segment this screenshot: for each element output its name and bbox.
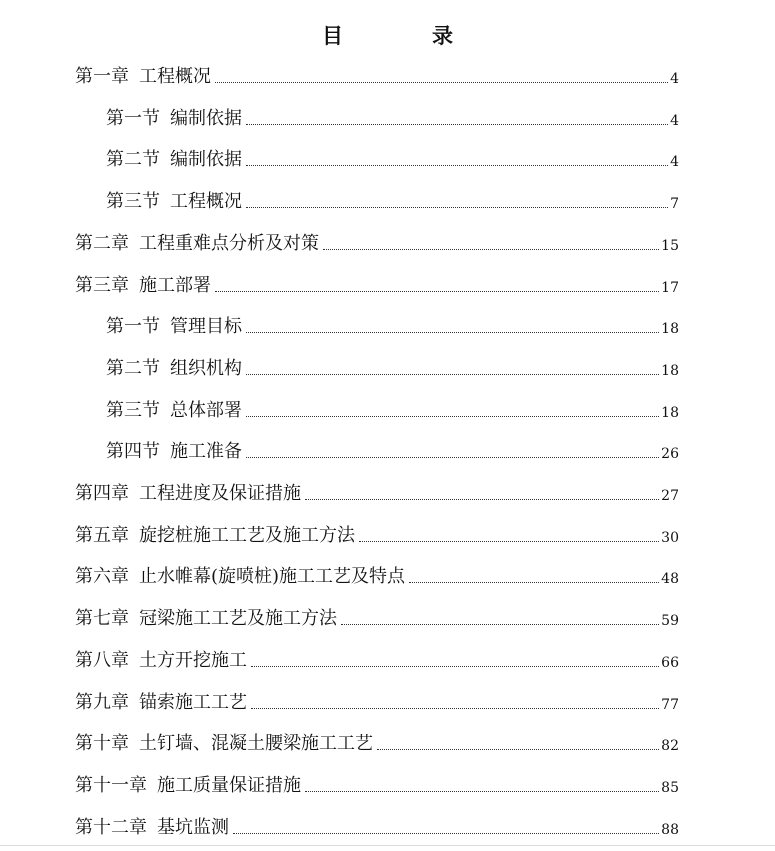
toc-entry-number: 第一节	[106, 108, 160, 129]
toc-entry-title: 工程概况	[139, 66, 211, 87]
toc-entry-page-number: 82	[661, 738, 679, 754]
toc-entry-label	[75, 525, 355, 547]
dot-leader	[246, 123, 668, 125]
toc-entry-page-number: 59	[661, 613, 679, 629]
toc-entry-page-number: 15	[661, 238, 679, 254]
toc-entry-page-number: 26	[661, 446, 679, 462]
toc-entry-page-number: 4	[670, 71, 679, 87]
toc-entry-title: 锚索施工工艺	[139, 692, 247, 713]
dot-leader	[246, 331, 659, 333]
toc-entry-page-number: 27	[661, 488, 679, 504]
toc-entry-number: 第十章	[75, 733, 129, 754]
toc-entry-label	[75, 566, 405, 588]
toc-entry-chapter[interactable]	[75, 562, 679, 588]
toc-entry-chapter[interactable]	[75, 729, 679, 755]
dot-leader	[246, 415, 659, 417]
toc-entry-page-number: 77	[661, 697, 679, 713]
dot-leader	[215, 290, 659, 292]
toc-entry-title: 旋挖桩施工工艺及施工方法	[139, 525, 355, 546]
toc-entry-title: 施工部署	[139, 275, 211, 296]
toc-entry-label	[106, 441, 242, 463]
toc-entry-section[interactable]	[106, 396, 679, 422]
toc-entry-label	[106, 108, 242, 130]
toc-entry-page-number: 85	[661, 780, 679, 796]
toc-entry-title: 工程概况	[170, 191, 242, 212]
toc-entry-title: 总体部署	[170, 400, 242, 421]
toc-entry-number: 第二节	[106, 149, 160, 170]
toc-entry-number: 第六章	[75, 566, 129, 587]
toc-entry-number: 第十一章	[75, 775, 147, 796]
toc-entry-number: 第四章	[75, 483, 129, 504]
toc-entry-chapter[interactable]	[75, 813, 679, 839]
toc-entry-page-number: 18	[661, 363, 679, 379]
toc-entry-chapter[interactable]	[75, 62, 679, 88]
toc-entry-label	[75, 650, 247, 672]
page-bottom-divider	[0, 845, 775, 846]
toc-entry-label	[75, 66, 211, 88]
dot-leader	[305, 498, 659, 500]
toc-entry-number: 第十二章	[75, 817, 147, 838]
toc-entry-title: 基坑监测	[157, 817, 229, 838]
toc-entry-title: 冠梁施工工艺及施工方法	[139, 608, 337, 629]
dot-leader	[323, 248, 659, 250]
toc-entry-label	[75, 483, 301, 505]
toc-entry-page-number: 48	[661, 571, 679, 587]
toc-entry-number: 第三章	[75, 275, 129, 296]
dot-leader	[359, 540, 659, 542]
toc-entry-title: 编制依据	[170, 108, 242, 129]
toc-entry-chapter[interactable]	[75, 688, 679, 714]
toc-entry-number: 第二节	[106, 358, 160, 379]
dot-leader	[251, 707, 659, 709]
toc-entry-label	[75, 692, 247, 714]
toc-entry-number: 第二章	[75, 233, 129, 254]
toc-entry-label	[75, 275, 211, 297]
toc-entry-page-number: 18	[661, 405, 679, 421]
toc-entry-page-number: 7	[670, 196, 679, 212]
toc-entry-chapter[interactable]	[75, 771, 679, 797]
toc-entry-number: 第四节	[106, 441, 160, 462]
toc-entry-chapter[interactable]	[75, 271, 679, 297]
toc-entry-number: 第三节	[106, 191, 160, 212]
toc-entry-section[interactable]	[106, 312, 679, 338]
toc-entry-number: 第五章	[75, 525, 129, 546]
toc-entry-page-number: 30	[661, 530, 679, 546]
toc-entry-chapter[interactable]	[75, 646, 679, 672]
toc-entry-page-number: 18	[661, 321, 679, 337]
toc-entry-label	[106, 149, 242, 171]
toc-entry-label	[75, 733, 373, 755]
toc-entry-label	[75, 608, 337, 630]
toc-entry-label	[106, 316, 242, 338]
toc-entry-chapter[interactable]	[75, 229, 679, 255]
dot-leader	[246, 456, 659, 458]
toc-entry-page-number: 4	[670, 154, 679, 170]
toc-entry-label	[106, 191, 242, 213]
toc-entry-title: 组织机构	[170, 358, 242, 379]
toc-entry-section[interactable]	[106, 104, 679, 130]
dot-leader	[341, 623, 659, 625]
toc-entry-title: 土钉墙、混凝土腰梁施工工艺	[139, 733, 373, 754]
toc-entry-label	[75, 775, 301, 797]
toc-entry-page-number: 66	[661, 655, 679, 671]
toc-entry-label	[106, 400, 242, 422]
toc-entry-number: 第八章	[75, 650, 129, 671]
toc-entry-chapter[interactable]	[75, 604, 679, 630]
dot-leader	[246, 206, 668, 208]
toc-entry-page-number: 4	[670, 113, 679, 129]
dot-leader	[305, 790, 659, 792]
toc-entry-page-number: 88	[661, 822, 679, 838]
toc-entry-title: 土方开挖施工	[139, 650, 247, 671]
toc-entry-number: 第一节	[106, 316, 160, 337]
toc-entry-number: 第三节	[106, 400, 160, 421]
dot-leader	[246, 373, 659, 375]
toc-entry-page-number: 17	[661, 280, 679, 296]
dot-leader	[246, 164, 668, 166]
toc-entry-section[interactable]	[106, 187, 679, 213]
toc-entry-title: 工程重难点分析及对策	[139, 233, 319, 254]
toc-entry-title: 止水帷幕(旋喷桩)施工工艺及特点	[139, 566, 406, 587]
toc-entry-number: 第九章	[75, 692, 129, 713]
dot-leader	[409, 581, 659, 583]
toc-entry-title: 施工质量保证措施	[157, 775, 301, 796]
dot-leader	[377, 748, 659, 750]
toc-entry-label	[75, 817, 229, 839]
toc-entry-title: 工程进度及保证措施	[139, 483, 301, 504]
dot-leader	[251, 665, 659, 667]
toc-entry-number: 第一章	[75, 66, 129, 87]
dot-leader	[215, 81, 668, 83]
toc-title: 目 录	[322, 23, 487, 48]
toc-entry-chapter[interactable]	[75, 479, 679, 505]
toc-entry-chapter[interactable]	[75, 521, 679, 547]
toc-entry-label	[106, 358, 242, 380]
toc-entry-section[interactable]	[106, 145, 679, 171]
toc-entry-number: 第七章	[75, 608, 129, 629]
dot-leader	[233, 832, 659, 834]
toc-entry-title: 编制依据	[170, 149, 242, 170]
toc-entry-section[interactable]	[106, 437, 679, 463]
toc-entry-title: 施工准备	[170, 441, 242, 462]
toc-entry-title: 管理目标	[170, 316, 242, 337]
toc-entry-label	[75, 233, 319, 255]
toc-entry-section[interactable]	[106, 354, 679, 380]
